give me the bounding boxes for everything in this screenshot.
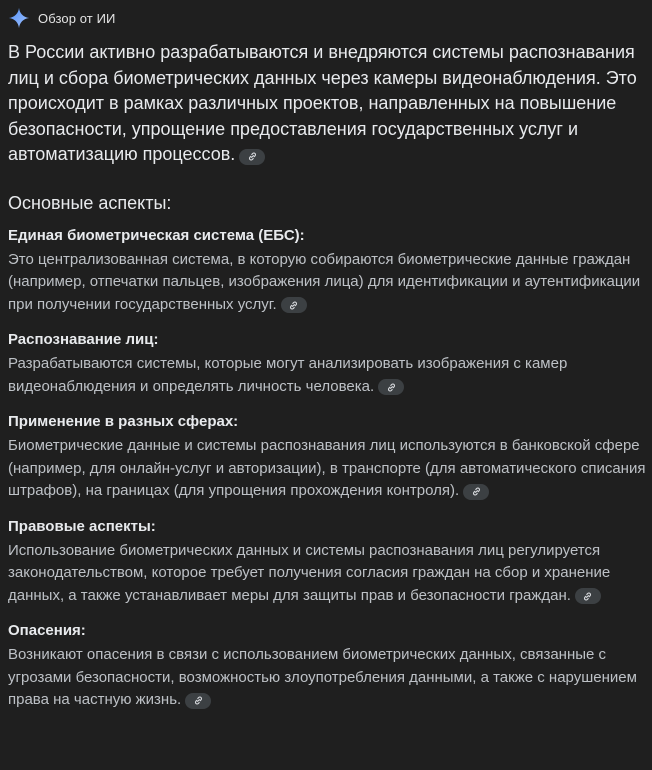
section-body	[8, 249, 646, 317]
section-body	[8, 353, 646, 398]
section-body	[8, 540, 646, 608]
link-icon	[471, 486, 482, 497]
intro-text: В России активно разрабатываются и внедряются системы распознавания лиц и сбора биометрических данных через камеры видеонаблюдения. Это происходит в рамках различных проектов, направленных на повышение безопасности, упрощение предоставления государственных услуг и автоматизацию процессов.	[8, 42, 637, 164]
section-concerns	[8, 621, 646, 712]
section-body-text: Биометрические данные и системы распознавания лиц используются в банковской сфере (например, для онлайн-услуг и авторизации), в транспорте (для автоматического списания штрафов), на границах (для упрощения прохождения контроля).	[8, 437, 646, 499]
source-link-button[interactable]	[185, 693, 211, 709]
section-face-recognition	[8, 330, 646, 398]
section-title: Единая биометрическая система (ЕБС):	[8, 226, 305, 244]
section-body-text: Возникают опасения в связи с использованием биометрических данных, связанные с угрозами безопасности, возможностью злоупотребления данными, а также с нарушением права на частную жизнь.	[8, 646, 637, 708]
section-body	[8, 644, 646, 712]
section-body	[8, 435, 646, 503]
source-link-button[interactable]	[239, 149, 265, 165]
section-title: Применение в разных сферах:	[8, 413, 239, 430]
source-link-button[interactable]	[463, 484, 489, 500]
ai-overview-header	[8, 6, 115, 30]
section-body-text: Использование биометрических данных и системы распознавания лиц регулируется законодательством, которое требует получения согласия граждан на сбор и хранение данных, а также устанавливает меры для защиты прав и безопасности граждан.	[8, 541, 611, 604]
source-link-button[interactable]	[378, 379, 404, 395]
link-icon	[247, 151, 258, 162]
link-icon	[288, 300, 299, 311]
link-icon	[193, 695, 204, 706]
section-title: Опасения:	[8, 622, 86, 639]
ai-overview-content	[8, 40, 646, 712]
aspects-heading: Основные аспекты:	[8, 192, 172, 213]
link-icon	[582, 591, 593, 602]
section-applications	[8, 412, 646, 503]
gemini-sparkle-icon	[8, 7, 30, 29]
section-title: Распознавание лиц:	[8, 331, 159, 348]
section-body-text: Разрабатываются системы, которые могут анализировать изображения с камер видеонаблюдения и определять личность человека.	[8, 355, 568, 395]
source-link-button[interactable]	[575, 588, 601, 604]
section-ebs	[8, 226, 646, 317]
section-body-text: Это централизованная система, в которую собираются биометрические данные граждан (например, отпечатки пальцев, изображения лица) для идентификации и аутентификации при получении государственных услуг.	[8, 250, 641, 313]
intro-paragraph	[8, 40, 646, 168]
link-icon	[386, 382, 397, 393]
source-link-button[interactable]	[281, 297, 307, 313]
section-title: Правовые аспекты:	[8, 517, 156, 535]
ai-overview-title: Обзор от ИИ	[38, 10, 116, 26]
section-legal	[8, 517, 646, 608]
